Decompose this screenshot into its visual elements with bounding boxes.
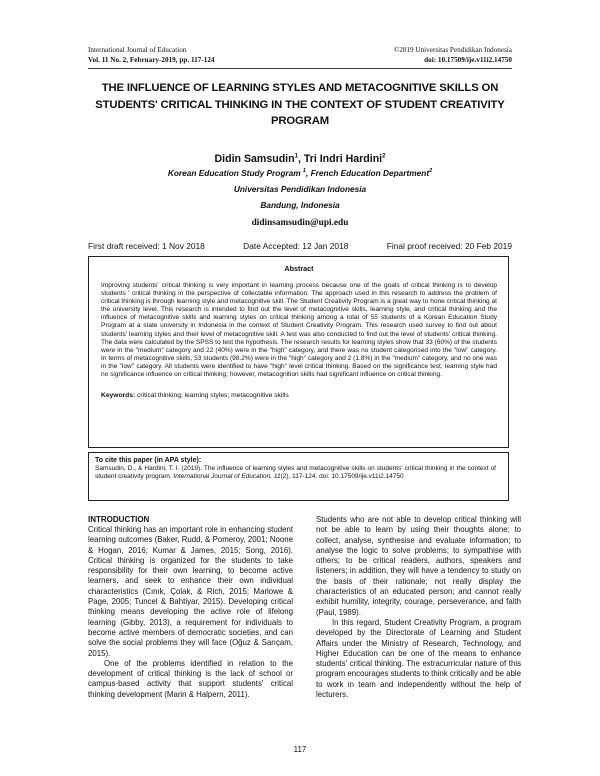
citation-box — [88, 452, 509, 501]
author-1-sup: 1 — [294, 153, 298, 160]
paper-title — [88, 80, 512, 130]
intro-paragraph-4: In this regard, Student Creativity Program, a program developed by the Directorate of Learning and Student Affairs under the Ministry of Research, Technology, and Higher Education can be one of the means to enhance students' critical thinking. The extracurricular nature of this program encourages students to think critically and be able to work in team and independently without the help of lecturers. — [316, 617, 521, 700]
volume-info: Vol. 11 No. 2, February-2019, pp. 117-124 — [88, 55, 215, 64]
date-final: Final proof received: 20 Feb 2019 — [386, 241, 512, 251]
program-separator: , — [305, 168, 311, 178]
citation-heading: To cite this paper (in APA style): — [95, 457, 202, 464]
body-column-right — [316, 515, 521, 700]
keywords-list: critical thinking; learning styles; metacognitive skills — [135, 392, 289, 400]
abstract-heading: Abstract — [284, 264, 314, 273]
citation-reference: Samsudin, D., & Hardini, T. I. (2019). The influence of learning styles and metacognitive skills on students' critical thinking in the context of student creativity program. — [95, 465, 496, 481]
intro-paragraph-3: Students who are not able to develop critical thinking will not be able to learn by using their thoughts alone; to collect, analyse, synthesise and evaluate information; to analyse the logic to solve problems; to sympathise with others; to be critical readers, authors, speakers and listeners; in addition, they will have a tendency to study on the basis of their rationale; not really display the characteristics of an educated person; and cannot really exhibit humility, integrity, courage, perseverance, and faith (Paul, 1989). — [316, 515, 521, 617]
running-header-left — [88, 46, 215, 65]
abstract-text: Improving students' critical thinking is very important in learning process because one of the goals of critical thinking is to develop students ' critical thinking in the perspective of collectable information. The approach used in this research to address the problem of critical thinking is through learning style and metacognitive skill. The Student Creativity Program is a great way to hone critical thinking at the university level. This research is intended to find out the level of metacognitive skills, learning style, and critical thinking and the influence of metacognitive skills and learning styles on critical thinking among a total of 55 students of a Korean Education Study Program at a state university in Indonesia in the context of Student Creativity Program. This research used survey to find out about students' learning styles and their level of metacognitive skill. A test was also conducted to find out the level of students' critical thinking. The data were calculated by the SPSS to test the hypothesis. The research results for learning styles show that 33 (60%) of the students were in the "medium" category and 22 (40%) were in the "high" category, and there was no student categorised into the "low" category. In terms of metacognitive skills, 53 students (98.2%) were in the "high" category and 2 (1.8%) in the "medium" category, and no one was in the "low" category. All students were identified to have "high" level critical thinking. Based on the significance test, learning style had no significance influence on critical thinking; however, metacognition skills had significant influence on critical thinking. — [101, 282, 497, 379]
submission-dates — [88, 241, 512, 251]
program-2: French Education Department — [310, 168, 430, 178]
doi-line: doi: 10.17509/ije.v11i2.14750 — [424, 55, 512, 64]
author-separator: , — [297, 153, 304, 165]
author-email: didinsamsudin@upi.edu — [251, 218, 349, 228]
date-accepted: Date Accepted: 12 Jan 2018 — [243, 241, 349, 251]
title-line-3: PROGRAM — [271, 115, 329, 127]
title-line-2: STUDENTS' CRITICAL THINKING IN THE CONTEXT OF STUDENT CREATIVITY — [95, 98, 505, 111]
intro-paragraph-1: Critical thinking has an important role in enhancing student learning outcomes (Baker, Rudd, & Pomeroy, 2001; Noone & Hogan, 2016; Kumar & James, 2015; Song, 2016). Critical thinking is organized for the students to take responsibility for their own learning, to become active learners, and seek to enhance their own individual characteristics (Cınık, Çolak, & Rich, 2015; Marlowe & Page, 2005; Tuncel & Bahtiyar, 2015). Developing critical thinking means developing the active role of lifelong learning (Gibby, 2013), a requirement for individuals to become active members of democratic societies, and can solve the social problems they will face (Oğuz & Sarıçam, 2015). — [88, 525, 293, 658]
page-number: 117 — [293, 745, 307, 754]
program-2-sup: 2 — [429, 168, 433, 175]
abstract-box — [88, 256, 509, 448]
running-header-right — [394, 46, 512, 65]
affiliation-programs — [88, 168, 512, 178]
introduction-heading: INTRODUCTION — [88, 515, 150, 524]
keywords — [101, 392, 497, 399]
citation-text — [95, 465, 496, 481]
date-received: First draft received: 1 Nov 2018 — [88, 241, 205, 251]
header-divider — [88, 68, 512, 69]
author-2: Tri Indri Hardini — [303, 153, 383, 165]
program-1: Korean Education Study Program — [167, 168, 303, 178]
author-line — [88, 153, 512, 165]
city-name: Bandung, Indonesia — [260, 200, 340, 210]
author-1: Didin Samsudin — [214, 153, 295, 165]
citation-journal: International Journal of Education, 11 — [173, 473, 281, 481]
title-line-1: THE INFLUENCE OF LEARNING STYLES AND METACOGNITIVE SKILLS ON — [101, 82, 499, 94]
university-name: Universitas Pendidikan Indonesia — [233, 184, 367, 194]
copyright-line: ©2019 Universitas Pendidikan Indonesia — [393, 46, 512, 54]
citation-issue: (2), 117-124. doi: 10.17509/ije.v11i2.14750 — [280, 473, 404, 481]
program-1-sup: 1 — [302, 168, 306, 175]
intro-paragraph-2: One of the problems identified in relation to the development of critical thinking is the lack of school or campus-based activity that support students' critical thinking development (Marin & Halpern, 2011). — [88, 658, 293, 699]
keywords-label: Keywords: — [101, 392, 136, 400]
journal-name: International Journal of Education — [88, 46, 187, 54]
author-2-sup: 2 — [382, 153, 386, 160]
body-column-left — [88, 515, 293, 700]
